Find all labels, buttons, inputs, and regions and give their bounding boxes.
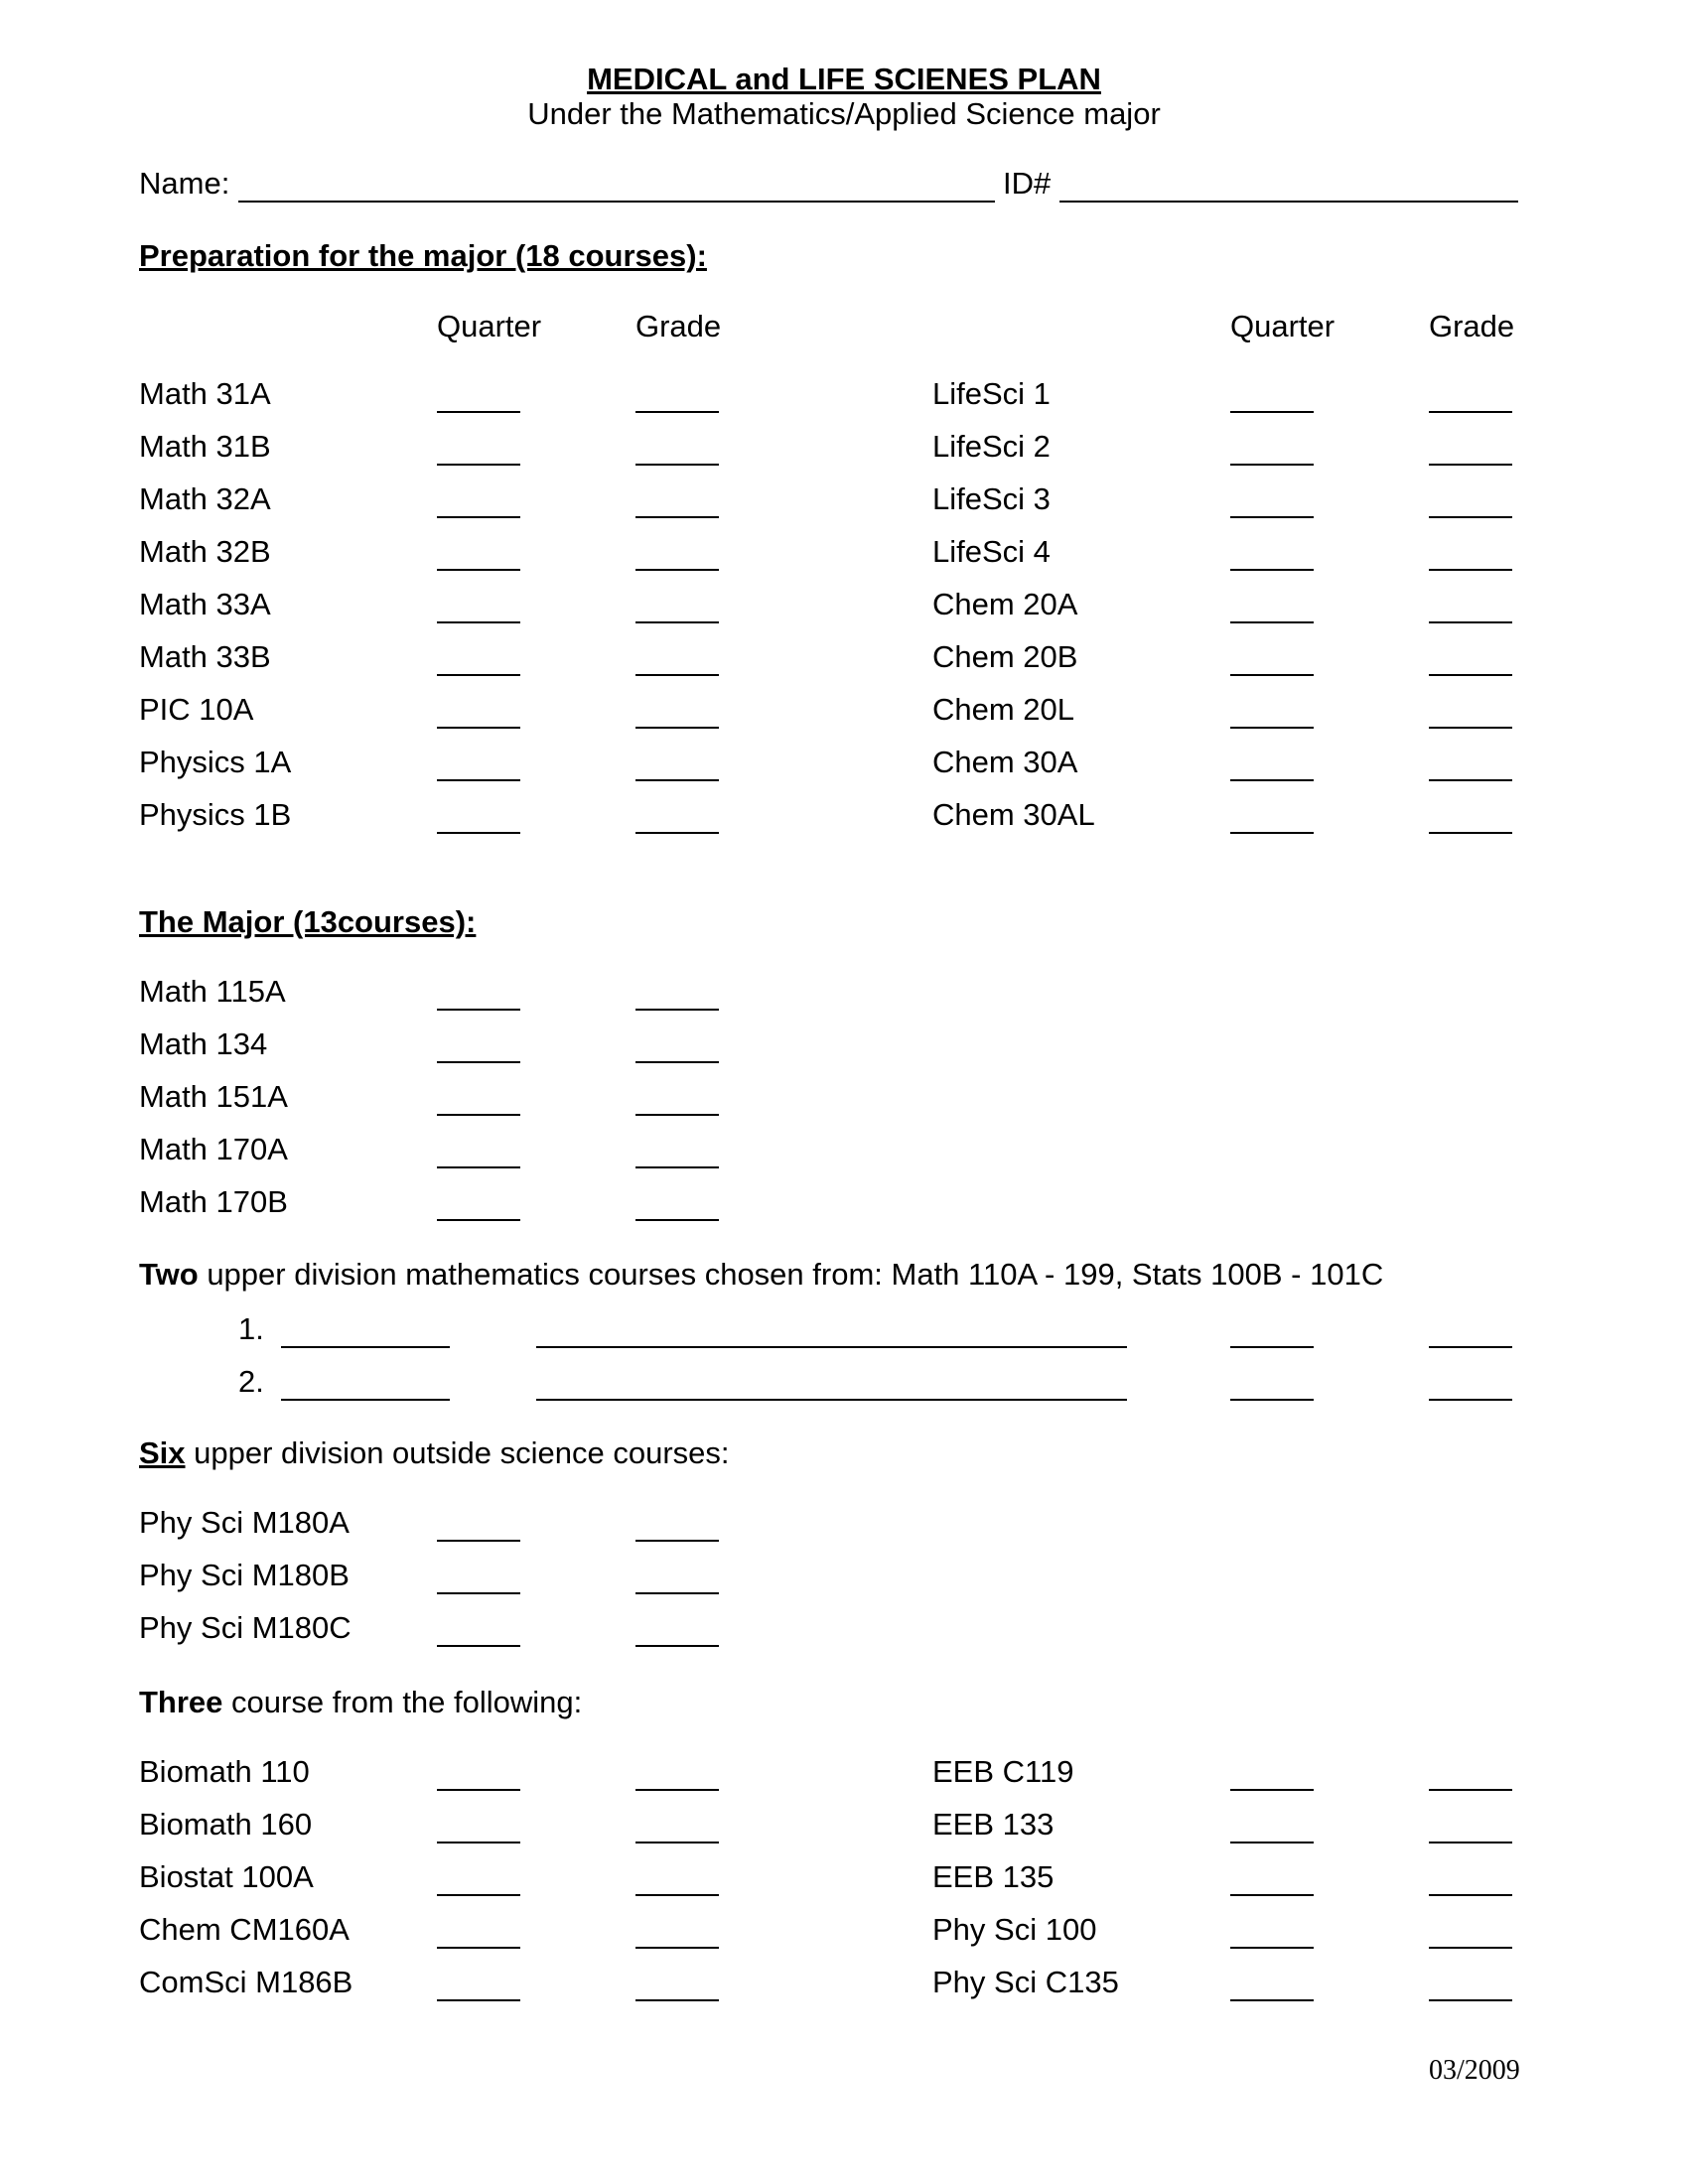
grade-field[interactable] xyxy=(635,1563,719,1594)
grade-field[interactable] xyxy=(1429,750,1512,781)
col-quarter-left: Quarter xyxy=(437,309,542,343)
upper-choice-1-title-field[interactable] xyxy=(536,1316,1127,1348)
quarter-field[interactable] xyxy=(437,592,520,623)
course-label: Chem 30AL xyxy=(932,797,1095,832)
course-label: Chem 20L xyxy=(932,692,1075,727)
quarter-field[interactable] xyxy=(437,434,520,466)
grade-field[interactable] xyxy=(1429,486,1512,518)
id-label: ID# xyxy=(1003,166,1052,201)
upper-choice-1-course-field[interactable] xyxy=(281,1316,450,1348)
grade-field[interactable] xyxy=(635,434,719,466)
grade-field[interactable] xyxy=(635,750,719,781)
page-subtitle: Under the Mathematics/Applied Science major xyxy=(527,96,1161,131)
course-label: EEB C119 xyxy=(932,1754,1074,1789)
grade-field[interactable] xyxy=(635,1917,719,1949)
quarter-field[interactable] xyxy=(437,1084,520,1116)
quarter-field[interactable] xyxy=(1230,1759,1314,1791)
grade-field[interactable] xyxy=(1429,539,1512,571)
quarter-field[interactable] xyxy=(437,979,520,1011)
course-label: Phy Sci M180B xyxy=(139,1558,350,1592)
grade-field[interactable] xyxy=(635,979,719,1011)
course-label: LifeSci 1 xyxy=(932,376,1051,411)
prep-section-header: Preparation for the major (18 courses): xyxy=(139,238,707,273)
grade-field[interactable] xyxy=(1429,644,1512,676)
quarter-field[interactable] xyxy=(437,381,520,413)
quarter-field[interactable] xyxy=(437,1189,520,1221)
course-label: EEB 135 xyxy=(932,1859,1055,1894)
upper-choice-number-2: 2. xyxy=(238,1364,264,1399)
quarter-field[interactable] xyxy=(437,644,520,676)
quarter-field[interactable] xyxy=(437,750,520,781)
quarter-field[interactable] xyxy=(437,1917,520,1949)
two-upper-text: upper division mathematics courses chosen from: Math 110A - 199, Stats 100B - 101C xyxy=(207,1257,1384,1292)
quarter-field[interactable] xyxy=(1230,802,1314,834)
grade-field[interactable] xyxy=(1429,1759,1512,1791)
col-quarter-right: Quarter xyxy=(1230,309,1336,343)
grade-field[interactable] xyxy=(1429,592,1512,623)
two-upper-instruction xyxy=(139,1257,1383,1293)
quarter-field[interactable] xyxy=(1230,592,1314,623)
col-grade-left: Grade xyxy=(635,309,722,343)
three-course-instruction xyxy=(139,1685,582,1720)
course-label: Math 134 xyxy=(139,1026,268,1061)
upper-choice-number-1: 1. xyxy=(238,1311,264,1346)
grade-field[interactable] xyxy=(1429,434,1512,466)
upper-choice-1-grade-field[interactable] xyxy=(1429,1316,1512,1348)
quarter-field[interactable] xyxy=(437,802,520,834)
id-field[interactable] xyxy=(1059,171,1518,203)
course-label: LifeSci 4 xyxy=(932,534,1051,569)
quarter-field[interactable] xyxy=(437,1563,520,1594)
grade-field[interactable] xyxy=(1429,697,1512,729)
six-outside-instruction xyxy=(139,1435,730,1471)
quarter-field[interactable] xyxy=(1230,697,1314,729)
quarter-field[interactable] xyxy=(437,1864,520,1896)
course-label: Math 115A xyxy=(139,974,286,1009)
quarter-field[interactable] xyxy=(437,1812,520,1843)
course-label: Math 151A xyxy=(139,1079,288,1114)
course-label: Phy Sci M180C xyxy=(139,1610,352,1645)
course-label: Phy Sci C135 xyxy=(932,1965,1119,1999)
grade-field[interactable] xyxy=(635,592,719,623)
grade-field[interactable] xyxy=(635,381,719,413)
quarter-field[interactable] xyxy=(437,1137,520,1168)
course-label: ComSci M186B xyxy=(139,1965,353,1999)
quarter-field[interactable] xyxy=(437,697,520,729)
two-upper-bold: Two xyxy=(139,1257,199,1292)
grade-field[interactable] xyxy=(635,486,719,518)
quarter-field[interactable] xyxy=(1230,539,1314,571)
upper-choice-2-course-field[interactable] xyxy=(281,1369,450,1401)
quarter-field[interactable] xyxy=(437,1510,520,1542)
course-label: Phy Sci M180A xyxy=(139,1505,350,1540)
upper-choice-1-quarter-field[interactable] xyxy=(1230,1316,1314,1348)
course-label: Math 170A xyxy=(139,1132,288,1166)
six-outside-bold: Six xyxy=(139,1435,186,1470)
three-course-text: course from the following: xyxy=(231,1685,583,1719)
course-label: Chem 20A xyxy=(932,587,1078,621)
course-label: Math 33B xyxy=(139,639,271,674)
upper-choice-2-quarter-field[interactable] xyxy=(1230,1369,1314,1401)
quarter-field[interactable] xyxy=(1230,1917,1314,1949)
quarter-field[interactable] xyxy=(437,1031,520,1063)
grade-field[interactable] xyxy=(1429,1970,1512,2001)
col-grade-right: Grade xyxy=(1429,309,1515,343)
course-label: Math 33A xyxy=(139,587,271,621)
three-course-bold: Three xyxy=(139,1685,223,1719)
quarter-field[interactable] xyxy=(1230,1970,1314,2001)
course-label: Biomath 110 xyxy=(139,1754,310,1789)
quarter-field[interactable] xyxy=(437,1759,520,1791)
quarter-field[interactable] xyxy=(437,1970,520,2001)
grade-field[interactable] xyxy=(635,1189,719,1221)
grade-field[interactable] xyxy=(635,1137,719,1168)
course-label: Biostat 100A xyxy=(139,1859,314,1894)
six-outside-text: upper division outside science courses: xyxy=(194,1435,730,1470)
grade-field[interactable] xyxy=(635,1812,719,1843)
upper-choice-2-title-field[interactable] xyxy=(536,1369,1127,1401)
course-label: Chem 30A xyxy=(932,745,1078,779)
grade-field[interactable] xyxy=(635,644,719,676)
quarter-field[interactable] xyxy=(1230,381,1314,413)
grade-field[interactable] xyxy=(1429,802,1512,834)
name-field[interactable] xyxy=(238,171,995,203)
quarter-field[interactable] xyxy=(1230,644,1314,676)
quarter-field[interactable] xyxy=(1230,1864,1314,1896)
course-label: Math 31A xyxy=(139,376,271,411)
grade-field[interactable] xyxy=(1429,1917,1512,1949)
quarter-field[interactable] xyxy=(1230,486,1314,518)
grade-field[interactable] xyxy=(635,1510,719,1542)
grade-field[interactable] xyxy=(635,1759,719,1791)
course-label: Math 32B xyxy=(139,534,271,569)
course-label: Biomath 160 xyxy=(139,1807,313,1842)
grade-field[interactable] xyxy=(635,1084,719,1116)
course-label: Physics 1A xyxy=(139,745,292,779)
course-label: EEB 133 xyxy=(932,1807,1055,1842)
course-label: Chem CM160A xyxy=(139,1912,350,1947)
page-title: MEDICAL and LIFE SCIENES PLAN xyxy=(587,62,1101,96)
course-label: Physics 1B xyxy=(139,797,292,832)
course-label: LifeSci 3 xyxy=(932,481,1051,516)
course-label: PIC 10A xyxy=(139,692,254,727)
grade-field[interactable] xyxy=(635,802,719,834)
grade-field[interactable] xyxy=(635,539,719,571)
course-label: Math 31B xyxy=(139,429,271,464)
quarter-field[interactable] xyxy=(1230,434,1314,466)
grade-field[interactable] xyxy=(1429,1812,1512,1843)
quarter-field[interactable] xyxy=(1230,750,1314,781)
grade-field[interactable] xyxy=(635,1031,719,1063)
upper-choice-2-grade-field[interactable] xyxy=(1429,1369,1512,1401)
grade-field[interactable] xyxy=(1429,1864,1512,1896)
course-label: Chem 20B xyxy=(932,639,1078,674)
name-label: Name: xyxy=(139,166,230,201)
grade-field[interactable] xyxy=(635,697,719,729)
quarter-field[interactable] xyxy=(437,1615,520,1647)
course-label: LifeSci 2 xyxy=(932,429,1051,464)
course-label: Math 170B xyxy=(139,1184,288,1219)
quarter-field[interactable] xyxy=(437,539,520,571)
major-section-header: The Major (13courses): xyxy=(139,904,477,939)
grade-field[interactable] xyxy=(1429,381,1512,413)
course-label: Phy Sci 100 xyxy=(932,1912,1097,1947)
grade-field[interactable] xyxy=(635,1615,719,1647)
quarter-field[interactable] xyxy=(437,486,520,518)
quarter-field[interactable] xyxy=(1230,1812,1314,1843)
revision-date: 03/2009 xyxy=(1429,2055,1520,2086)
grade-field[interactable] xyxy=(635,1970,719,2001)
grade-field[interactable] xyxy=(635,1864,719,1896)
course-label: Math 32A xyxy=(139,481,271,516)
